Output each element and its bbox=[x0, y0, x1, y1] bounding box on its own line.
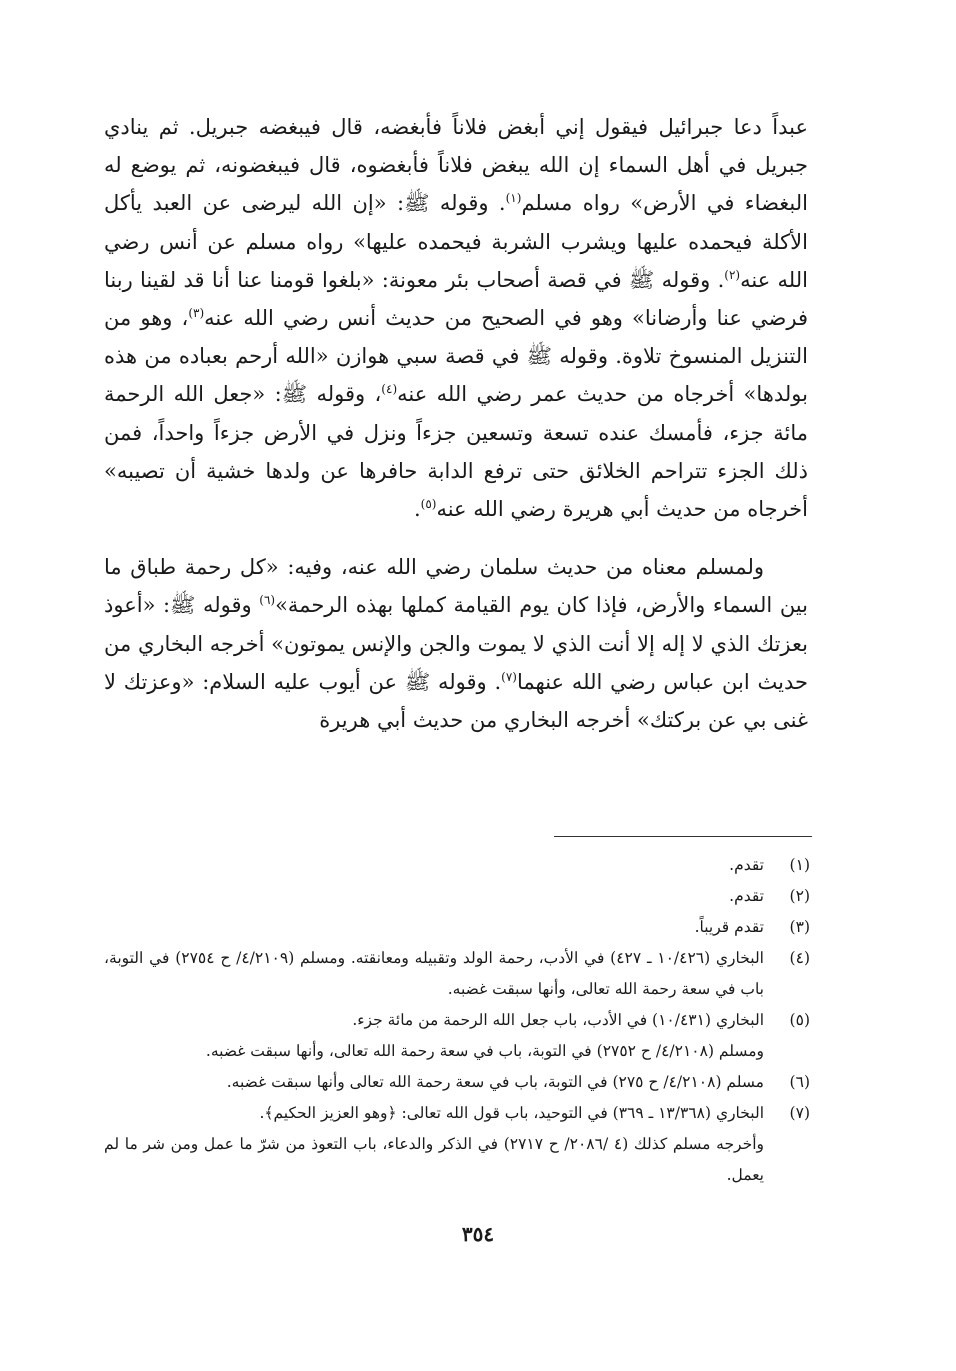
footnote-text: مسلم (٤/٢١٠٨/ ح ٢٧٥) في التوبة، باب في سعة رحمة الله تعالى وأنها سبقت غضبه. bbox=[226, 1073, 764, 1091]
footnote-ref-2: (٢) bbox=[724, 267, 741, 282]
footnote-ref-6: (٦) bbox=[259, 593, 276, 608]
paragraph-text: ، وقوله ﷺ: «جعل الله الرحمة مائة جزء، فأمسك عنده تسعة وتسعين جزءاً ونزل في الأرض جزءاً واحداً، فمن ذلك الجزء تتراحم الخلائق حتى ترفع الدابة حافرها عن ولدها خشية أن تصيبه» أخرجاه من حديث أبي هريرة رضي الله عنه bbox=[104, 382, 808, 522]
paragraph-text: ولمسلم معناه من حديث سلمان رضي الله عنه، وفيه: «كل رحمة طباق ما بين السماء والأرض، فإذا كان يوم القيامة كملها بهذه الرحمة» bbox=[104, 555, 808, 618]
footnote-text: تقدم. bbox=[729, 856, 764, 874]
paragraph-text: . bbox=[413, 497, 421, 522]
footnote-text: البخاري (١٠/٤٢٦ ـ ٤٢٧) في الأدب، رحمة الولد وتقبيله ومعانقته. ومسلم (٤/٢١٠٩/ ح ٢٧٥٤) في التوبة، باب في سعة رحمة الله تعالى، وأنها سبقت غضبه. bbox=[104, 949, 764, 998]
footnote-ref-3: (٣) bbox=[188, 306, 205, 321]
footnote-2 bbox=[104, 881, 810, 912]
footnote-number: (٣) bbox=[789, 918, 810, 936]
footnote-number: (٤) bbox=[789, 949, 810, 967]
footnote-ref-1: (١) bbox=[505, 191, 522, 206]
footnote-number: (٧) bbox=[789, 1104, 810, 1122]
footnote-ref-4: (٤) bbox=[381, 382, 398, 397]
page-number: ٣٥٤ bbox=[461, 1222, 495, 1246]
paragraph-text: ، وهو من التنزيل المنسوخ تلاوة. وقوله ﷺ في قصة سبي هوازن «الله أرحم بعباده من هذه بولدها» أخرجاه من حديث عمر رضي الله عنه bbox=[104, 306, 808, 407]
footnote-ref-7: (٧) bbox=[501, 669, 517, 684]
footnote-7 bbox=[104, 1098, 810, 1129]
paragraph-text: . وقوله ﷺ في قصة أصحاب بئر معونة: «بلغوا قومنا عنا أنا قد لقينا ربنا فرضي عنا وأرضانا» وهو في الصحيح من حديث أنس رضي الله عنه bbox=[104, 267, 808, 331]
footnotes bbox=[104, 850, 810, 1191]
footnote-text: تقدم قريباً. bbox=[694, 918, 764, 936]
footnote-4 bbox=[104, 943, 810, 1005]
footnote-text: البخاري (١٠/٤٣١) في الأدب، باب جعل الله الرحمة من مائة جزء. bbox=[352, 1011, 764, 1029]
paragraph-text: عبداً دعا جبرائيل فيقول إني أبغض فلاناً فأبغضه، قال فيبغضه جبريل. ثم ينادي جبريل في أهل السماء إن الله يبغض فلاناً فأبغضوه، قال فيبغضونه، ثم يوضع له البغضاء في الأرض» رواه مسلم bbox=[104, 115, 808, 216]
paragraph-1 bbox=[104, 108, 808, 528]
footnote-separator bbox=[554, 836, 812, 837]
footnote-5 bbox=[104, 1005, 810, 1036]
footnote-number: (٦) bbox=[789, 1073, 810, 1091]
footnote-text: تقدم. bbox=[729, 887, 764, 905]
footnote-ref-5: (٥) bbox=[420, 497, 437, 512]
main-text bbox=[104, 108, 808, 739]
paragraph-text: . وقوله ﷺ: «إن الله ليرضى عن العبد يأكل الأكلة فيحمده عليها ويشرب الشربة فيحمده عليها» رواه مسلم عن أنس رضي الله عنه bbox=[104, 191, 808, 292]
footnote-number: (٥) bbox=[789, 1011, 810, 1029]
footnote-6 bbox=[104, 1067, 810, 1098]
footnote-number: (١) bbox=[789, 856, 810, 874]
paragraph-gap bbox=[104, 528, 808, 548]
paragraph-2 bbox=[104, 548, 808, 739]
footnote-1 bbox=[104, 850, 810, 881]
footnote-number: (٢) bbox=[789, 887, 810, 905]
footnote-3 bbox=[104, 912, 810, 943]
footnote-5-continuation: ومسلم (٤/٢١٠٨/ ح ٢٧٥٢) في التوبة، باب في سعة رحمة الله تعالى، وأنها سبقت غضبه. bbox=[205, 1042, 764, 1060]
footnote-7-continuation: وأخرجه مسلم كذلك (٤ /٢٠٨٦/ ح ٢٧١٧) في الذكر والدعاء، باب التعوذ من شرّ ما عمل ومن شر ما لم يعمل. bbox=[104, 1135, 764, 1184]
paragraph-text: . وقوله ﷺ عن أيوب عليه السلام: «وعزتك لا غنى بي عن بركتك» أخرجه البخاري من حديث أبي هريرة bbox=[104, 669, 808, 733]
footnote-text: البخاري (١٣/٣٦٨ ـ ٣٦٩) في التوحيد، باب قول الله تعالى: ﴿وهو العزيز الحكيم﴾. bbox=[259, 1104, 764, 1122]
paragraph-text: وقوله ﷺ: «أعوذ بعزتك الذي لا إله إلا أنت الذي لا يموت والجن والإنس يموتون» أخرجه البخاري من حديث ابن عباس رضي الله عنهما bbox=[104, 593, 808, 694]
